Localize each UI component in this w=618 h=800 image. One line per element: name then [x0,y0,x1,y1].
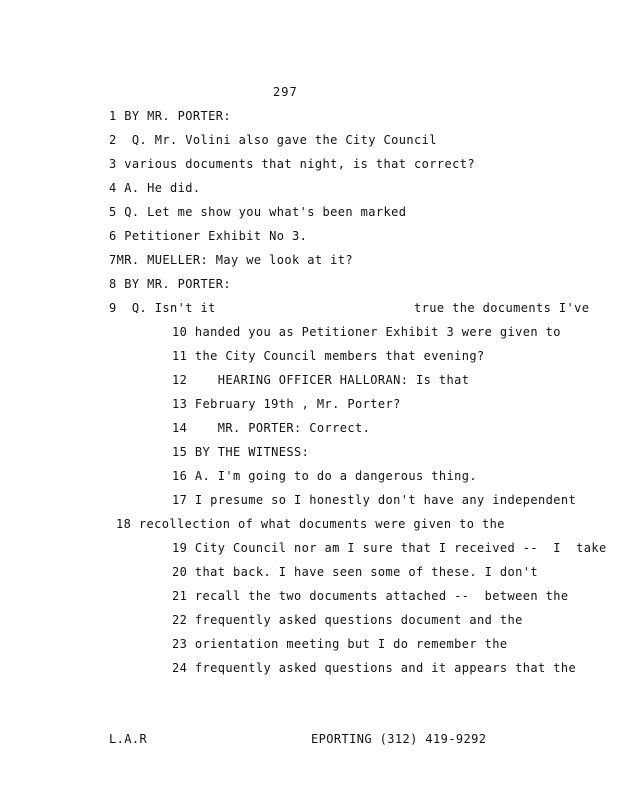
footer-left: L.A.R [109,732,148,746]
transcript-line-10: 10 handed you as Petitioner Exhibit 3 were given to [172,325,561,339]
transcript-line-8: 8 BY MR. PORTER: [109,277,231,291]
transcript-line-12: 12 HEARING OFFICER HALLORAN: Is that [172,373,470,387]
transcript-line-19: 19 City Council nor am I sure that I received -- I take [172,541,607,555]
transcript-line-11: 11 the City Council members that evening? [172,349,485,363]
transcript-line-7: 7MR. MUELLER: May we look at it? [109,253,353,267]
transcript-line-18: 18 recollection of what documents were given to the [116,517,505,531]
transcript-line-5: 5 Q. Let me show you what's been marked [109,205,407,219]
transcript-line-1: 1 BY MR. PORTER: [109,109,231,123]
transcript-line-13: 13 February 19th , Mr. Porter? [172,397,401,411]
transcript-line-21: 21 recall the two documents attached -- between the [172,589,569,603]
page-number: 297 [273,85,298,99]
transcript-line-24: 24 frequently asked questions and it appears that the [172,661,577,675]
transcript-line-14: 14 MR. PORTER: Correct. [172,421,371,435]
transcript-line-22: 22 frequently asked questions document and the [172,613,523,627]
transcript-line-4: 4 A. He did. [109,181,201,195]
transcript-line-2: 2 Q. Mr. Volini also gave the City Council [109,133,437,147]
transcript-line-15: 15 BY THE WITNESS: [172,445,310,459]
transcript-line-3: 3 various documents that night, is that correct? [109,157,475,171]
transcript-line-9: 9 Q. Isn't it true the documents I've [109,301,590,315]
transcript-line-17: 17 I presume so I honestly don't have any independent [172,493,577,507]
transcript-line-6: 6 Petitioner Exhibit No 3. [109,229,308,243]
transcript-line-23: 23 orientation meeting but I do remember the [172,637,508,651]
transcript-line-20: 20 that back. I have seen some of these. I don't [172,565,538,579]
footer-right: EPORTING (312) 419-9292 [311,732,487,746]
transcript-line-16: 16 A. I'm going to do a dangerous thing. [172,469,477,483]
